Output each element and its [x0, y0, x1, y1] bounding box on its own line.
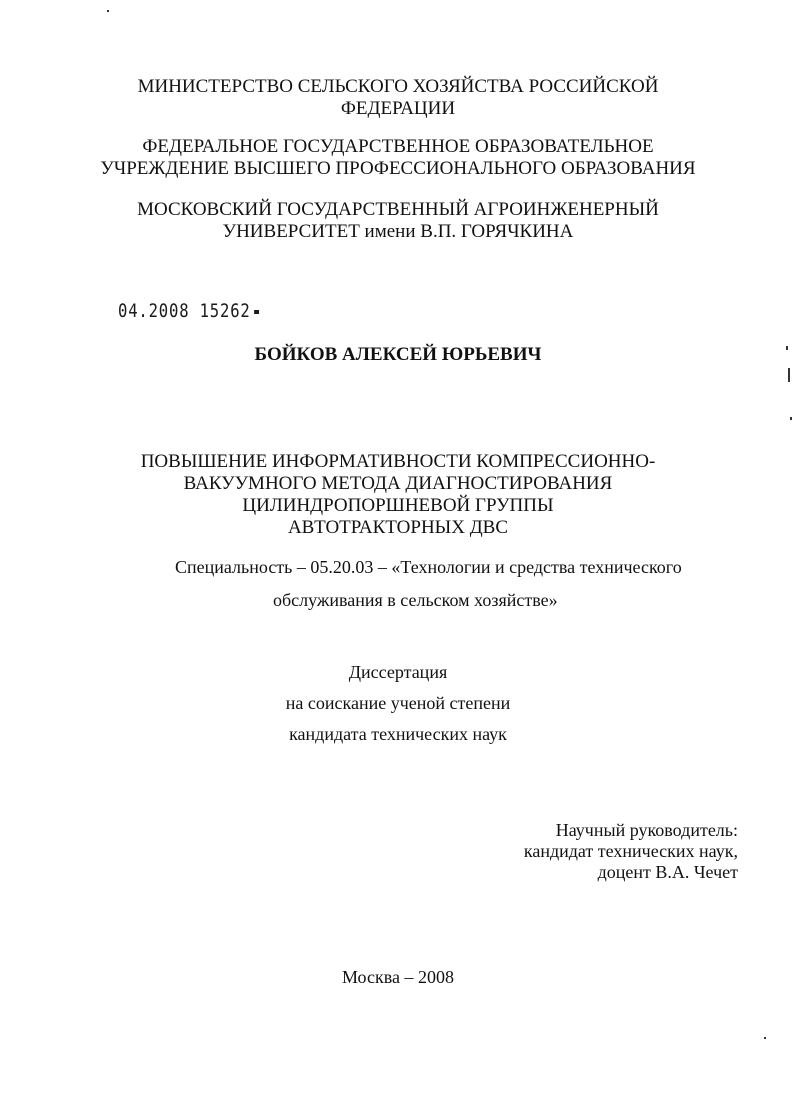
- scan-speck: [786, 346, 788, 350]
- stamp-mark-icon: [254, 310, 259, 314]
- university-line-2: УНИВЕРСИТЕТ имени В.П. ГОРЯЧКИНА: [222, 221, 574, 242]
- ministry-line-1: МИНИСТЕРСТВО СЕЛЬСКОГО ХОЗЯЙСТВА РОССИЙСКОЙ: [137, 76, 659, 97]
- scan-speck: [790, 417, 792, 420]
- institution-line-1: ФЕДЕРАЛЬНОЕ ГОСУДАРСТВЕННОЕ ОБРАЗОВАТЕЛЬНОЕ: [142, 136, 654, 157]
- ministry-line-2: ФЕДЕРАЦИИ: [340, 98, 456, 119]
- registration-stamp: [118, 300, 259, 322]
- supervisor-line-1: Научный руководитель:: [555, 820, 738, 840]
- city-year: Москва – 2008: [342, 967, 454, 987]
- degree-line-3: кандидата технических наук: [289, 724, 507, 744]
- registration-stamp-number: 04.2008 15262: [118, 300, 251, 322]
- degree-line-1: Диссертация: [348, 662, 448, 682]
- scan-speck: [764, 1037, 766, 1039]
- title-line-3: ЦИЛИНДРОПОРШНЕВОЙ ГРУППЫ: [242, 495, 554, 516]
- specialty-line-1: Специальность – 05.20.03 – «Технологии и средства технического: [175, 557, 682, 577]
- university-line-1: МОСКОВСКИЙ ГОСУДАРСТВЕННЫЙ АГРОИНЖЕНЕРНЫЙ: [137, 199, 659, 220]
- title-line-4: АВТОТРАКТОРНЫХ ДВС: [287, 517, 509, 538]
- supervisor-line-2: кандидат технических наук,: [523, 841, 738, 861]
- degree-line-2: на соискание ученой степени: [285, 693, 511, 713]
- scan-speck: [788, 368, 790, 382]
- author-name: БОЙКОВ АЛЕКСЕЙ ЮРЬЕВИЧ: [254, 344, 542, 365]
- specialty-line-2: обслуживания в сельском хозяйстве»: [273, 590, 558, 610]
- title-line-1: ПОВЫШЕНИЕ ИНФОРМАТИВНОСТИ КОМПРЕССИОННО-: [140, 451, 656, 472]
- title-line-2: ВАКУУМНОГО МЕТОДА ДИАГНОСТИРОВАНИЯ: [183, 473, 613, 494]
- scan-speck: [107, 10, 109, 12]
- institution-line-2: УЧРЕЖДЕНИЕ ВЫСШЕГО ПРОФЕССИОНАЛЬНОГО ОБРАЗОВАНИЯ: [100, 158, 696, 179]
- supervisor-line-3: доцент В.А. Чечет: [597, 862, 738, 882]
